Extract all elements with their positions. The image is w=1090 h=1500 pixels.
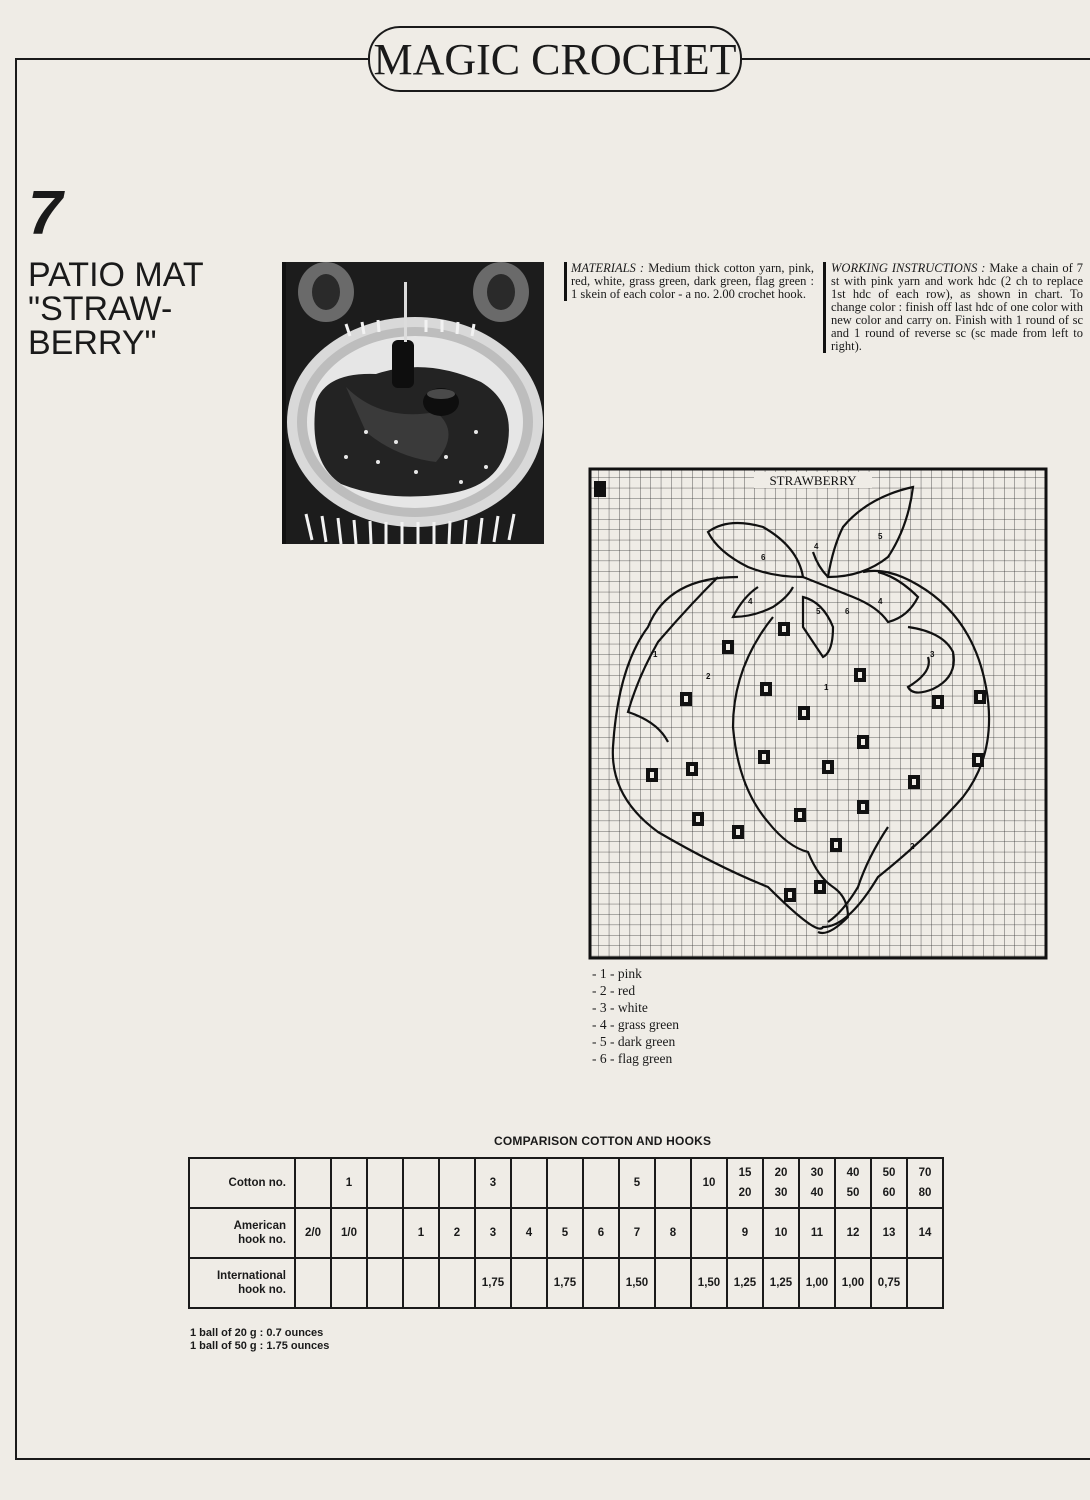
magazine-header [368,26,742,92]
table-cell [367,1258,403,1308]
legend-item: - 6 - flag green [592,1051,673,1066]
table-cell [691,1208,727,1258]
legend-item: - 1 - pink [592,966,642,981]
table-cell: 10 [691,1158,727,1208]
table-cell: 1,00 [799,1258,835,1308]
region-label: 6 [761,553,766,562]
table-cell: 9 [727,1208,763,1258]
seed-marker-center [782,626,786,632]
region-label: 4 [814,542,819,551]
table-cell: 1,25 [727,1258,763,1308]
table-cell: 11 [799,1208,835,1258]
seed-marker-center [788,892,792,898]
seed-marker-center [912,779,916,785]
seed-marker-center [650,772,654,778]
seed-marker-center [696,816,700,822]
seed-marker-center [690,766,694,772]
table-cell: 13 [871,1208,907,1258]
table-row [189,1258,943,1308]
working-instructions-label: WORKING INSTRUCTIONS : [831,261,986,275]
seed-marker-center [736,829,740,835]
working-instructions-body: Make a chain of 7 st with pink yarn and work hdc (2 ch to replace 1st hdc of each row), as shown in chart. To change color : finish off last hdc of one color with new color and carry on. Finish with 1 round of sc and 1 round of reverse sc (sc made from left to right). [831,261,1083,353]
region-label: 6 [845,607,850,616]
seed-marker-center [726,644,730,650]
seed-marker-center [684,696,688,702]
table-cell [331,1258,367,1308]
seed-marker-center [802,710,806,716]
chart-title: STRAWBERRY [769,473,857,488]
table-cell [439,1258,475,1308]
table-cell: 40 50 [835,1158,871,1208]
table-cell: 1,50 [619,1258,655,1308]
pattern-number: 7 [28,179,63,248]
row-label: International hook no. [189,1258,295,1308]
table-cell [295,1258,331,1308]
table-cell: 1,75 [547,1258,583,1308]
color-legend [592,965,679,1067]
table-cell: 1,00 [835,1258,871,1308]
region-label: 3 [930,650,935,659]
table-cell: 1 [403,1208,439,1258]
seed-marker-center [861,804,865,810]
seed-marker-center [976,757,980,763]
materials-label: MATERIALS : [571,261,645,275]
left-rule [15,58,17,1460]
region-label: 2 [706,672,711,681]
table-cell [439,1158,475,1208]
table-cell [583,1158,619,1208]
table-cell: 5 [619,1158,655,1208]
table-cell: 0,75 [871,1258,907,1308]
table-cell [403,1158,439,1208]
conversion-notes [190,1327,329,1353]
table-cell: 1/0 [331,1208,367,1258]
mat-photo [282,262,544,544]
table-cell [511,1258,547,1308]
table-cell: 70 80 [907,1158,943,1208]
table-cell [367,1158,403,1208]
pattern-title-line: PATIO MAT [28,256,204,294]
seed-marker-center [936,699,940,705]
region-label: 2 [910,842,915,851]
note-line: 1 ball of 50 g : 1.75 ounces [190,1340,330,1352]
seed-marker-center [826,764,830,770]
seed-marker-center [834,842,838,848]
table-cell [583,1258,619,1308]
table-row [189,1158,943,1208]
legend-item: - 5 - dark green [592,1034,676,1049]
table-cell: 5 [547,1208,583,1258]
table-cell: 1 [331,1158,367,1208]
table-cell: 3 [475,1208,511,1258]
region-label: 4 [878,597,883,606]
table-cell: 14 [907,1208,943,1258]
table-cell: 7 [619,1208,655,1258]
table-cell: 1,25 [763,1258,799,1308]
working-instructions-text [823,262,1083,353]
table-cell: 20 30 [763,1158,799,1208]
pattern-title-line: "STRAW- [28,290,173,328]
table-cell: 1,50 [691,1258,727,1308]
table-cell: 8 [655,1208,691,1258]
region-label: 1 [653,650,658,659]
table-cell: 6 [583,1208,619,1258]
table-cell [547,1158,583,1208]
legend-item: - 3 - white [592,1000,648,1015]
region-label: 1 [824,683,829,692]
table-cell: 2/0 [295,1208,331,1258]
region-label: 5 [816,607,821,616]
row-label: American hook no. [189,1208,295,1258]
table-cell [511,1158,547,1208]
seed-marker-center [764,686,768,692]
seed-marker-center [798,812,802,818]
comparison-table [188,1157,944,1309]
legend-item: - 4 - grass green [592,1017,679,1032]
bottom-rule [15,1458,1090,1460]
seed-marker-center [978,694,982,700]
seed-marker-center [818,884,822,890]
pattern-title-line: BERRY" [28,324,157,362]
table-cell: 30 40 [799,1158,835,1208]
mat-photo-image [286,262,544,544]
note-line: 1 ball of 20 g : 0.7 ounces [190,1327,324,1339]
table-cell: 2 [439,1208,475,1258]
table-cell: 1,75 [475,1258,511,1308]
table-cell: 3 [475,1158,511,1208]
strawberry-chart [588,467,1048,960]
table-cell: 12 [835,1208,871,1258]
magazine-title: MAGIC CROCHET [373,34,737,84]
strawberry-chart-svg [588,467,1048,960]
table-cell [367,1208,403,1258]
table-cell: 50 60 [871,1158,907,1208]
table-cell [655,1158,691,1208]
table-cell [907,1258,943,1308]
seed-marker-center [861,739,865,745]
table-cell: 10 [763,1208,799,1258]
table-row [189,1208,943,1258]
table-cell [403,1258,439,1308]
region-label: 4 [748,597,753,606]
table-cell [655,1258,691,1308]
chart-number: 1 [597,480,605,496]
materials-body: Medium thick cotton yarn, pink, red, white, grass green, dark green, flag green : 1 skein of each color - a no. 2.00 crochet hook. [571,261,814,301]
materials-text [564,262,814,301]
region-label: 5 [878,532,883,541]
seed-marker-center [858,672,862,678]
seed-marker-center [762,754,766,760]
table-cell: 15 20 [727,1158,763,1208]
table-cell [295,1158,331,1208]
legend-item: - 2 - red [592,983,636,998]
pattern-title [28,258,248,360]
row-label: Cotton no. [189,1158,295,1208]
comparison-table-title: COMPARISON COTTON AND HOOKS [494,1134,712,1148]
table-cell: 4 [511,1208,547,1258]
